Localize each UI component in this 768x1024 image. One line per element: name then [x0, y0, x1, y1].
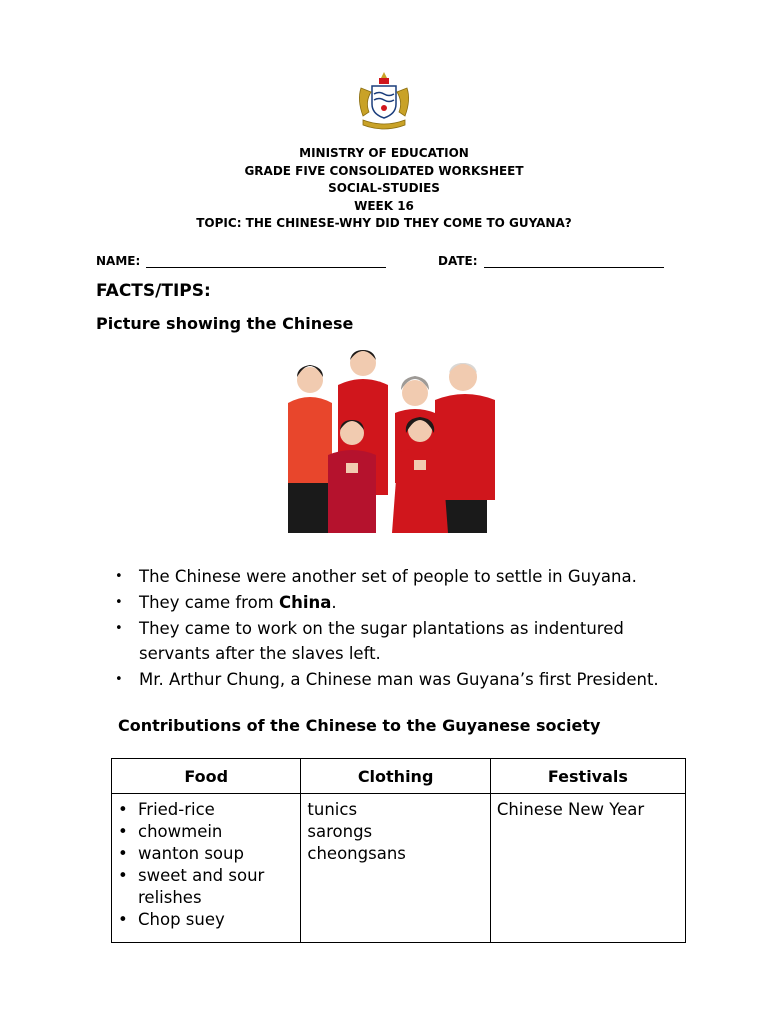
clothing-list	[307, 799, 483, 865]
ministry-title: MINISTRY OF EDUCATION	[299, 146, 469, 160]
column-header-clothing: Clothing	[301, 759, 490, 794]
name-blank[interactable]	[146, 255, 386, 268]
date-label: DATE:	[438, 254, 478, 268]
fact-text: They came from	[139, 593, 279, 612]
picture-title: Picture showing the Chinese	[96, 314, 354, 333]
fact-item	[115, 590, 715, 615]
festivals-cell	[490, 794, 685, 943]
table-row	[112, 794, 686, 943]
fact-item	[115, 564, 715, 589]
contributions-table	[111, 758, 686, 943]
list-item: tunics	[307, 800, 358, 819]
fact-item	[115, 667, 715, 692]
list-item: sarongs	[307, 822, 373, 841]
facts-list	[115, 564, 715, 693]
week-title: WEEK 16	[354, 198, 414, 213]
fact-item	[115, 616, 659, 666]
contributions-heading: Contributions of the Chinese to the Guyanese society	[118, 716, 601, 735]
list-item: cheongsans	[307, 844, 406, 863]
column-header-festivals: Festivals	[490, 759, 685, 794]
clothing-cell	[301, 794, 490, 943]
worksheet-header	[0, 145, 768, 233]
date-field[interactable]	[438, 254, 664, 268]
name-field[interactable]	[96, 254, 386, 268]
list-item: • Fried-rice	[112, 799, 294, 821]
subject-title: SOCIAL-STUDIES	[328, 181, 440, 195]
fact-text: Mr. Arthur Chung, a Chinese man was Guyana’s first President.	[139, 670, 659, 689]
fact-text: The Chinese were another set of people to settle in Guyana.	[139, 567, 637, 586]
facts-heading: FACTS/TIPS:	[96, 281, 211, 301]
fact-text-end: .	[331, 593, 337, 612]
fact-text: They came to work on the sugar plantations as indentured servants after the slaves left.	[139, 619, 624, 663]
fact-bold-country: China	[279, 593, 332, 612]
list-item: Chinese New Year	[496, 800, 645, 819]
food-cell	[112, 794, 301, 943]
date-blank[interactable]	[484, 255, 664, 268]
list-item: • chowmein	[112, 821, 294, 843]
name-label: NAME:	[96, 254, 141, 268]
worksheet-title: GRADE FIVE CONSOLIDATED WORKSHEET	[244, 163, 524, 178]
column-header-food: Food	[112, 759, 301, 794]
list-item: • wanton soup	[112, 843, 294, 865]
list-item: • Chop suey	[112, 909, 294, 931]
coat-of-arms-icon	[355, 70, 413, 130]
table-header-row	[112, 759, 686, 794]
chinese-family-photo	[280, 345, 515, 535]
festivals-list	[497, 799, 679, 821]
topic-title: TOPIC: THE CHINESE-WHY DID THEY COME TO GUYANA?	[196, 216, 572, 230]
list-item: • sweet and sour relishes	[112, 865, 294, 909]
food-list	[112, 799, 294, 931]
